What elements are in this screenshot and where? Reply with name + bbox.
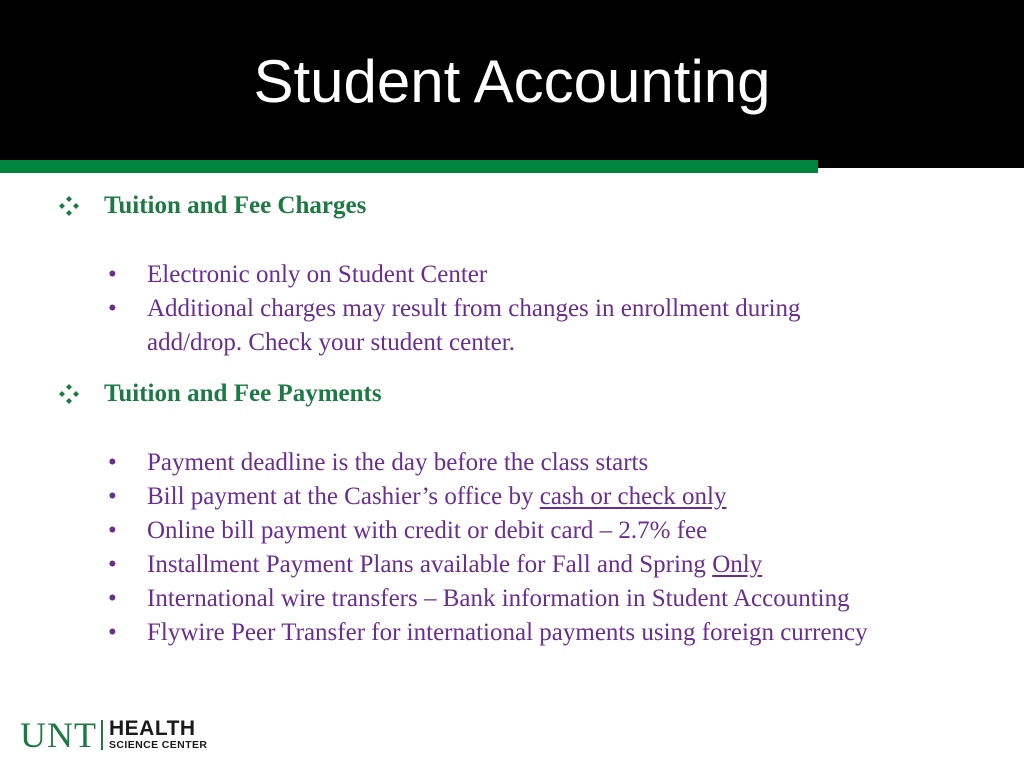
bullet-dot: • — [108, 619, 117, 646]
charges-bullet-list — [106, 258, 801, 360]
list-item — [106, 446, 868, 480]
logo-divider — [101, 720, 103, 750]
bullet-text: add/drop. Check your student center. — [147, 329, 515, 356]
bullet-text: Bill payment at the Cashier’s office by — [147, 483, 540, 510]
title-bar — [0, 0, 1024, 168]
logo-health-text: HEALTH — [109, 717, 196, 740]
underlined-emphasis: cash or check only — [539, 483, 727, 510]
bullet-dot: • — [108, 295, 117, 322]
section-heading-payments — [58, 378, 382, 410]
bullet-text: Payment deadline is the day before the class starts — [147, 449, 649, 476]
underlined-emphasis: Only — [712, 551, 763, 578]
list-item — [106, 548, 868, 582]
bullet-text: Online bill payment with credit or debit card – 2.7% fee — [147, 517, 708, 544]
list-item — [106, 616, 868, 650]
list-item — [106, 258, 801, 292]
bullet-text: Installment Payment Plans available for Fall and Spring — [147, 551, 713, 578]
list-item-continuation — [106, 326, 801, 360]
bullet-dot: • — [108, 261, 117, 288]
payments-bullet-list — [106, 446, 868, 650]
list-item — [106, 292, 801, 326]
bullet-text: Flywire Peer Transfer for international payments using foreign currency — [147, 619, 868, 646]
section-heading-label: Tuition and Fee Payments — [104, 380, 382, 407]
accent-stripe — [0, 160, 818, 173]
logo-wordmark — [109, 719, 207, 751]
bullet-text: Additional charges may result from changes in enrollment during — [147, 295, 801, 322]
diamond-bullet-icon — [58, 383, 80, 405]
section-heading-charges — [58, 190, 366, 222]
logo-science-center-text: SCIENCE CENTER — [109, 739, 208, 751]
list-item — [106, 582, 868, 616]
section-heading-label: Tuition and Fee Charges — [104, 192, 367, 219]
unt-health-logo — [20, 717, 207, 753]
bullet-dot: • — [108, 517, 117, 544]
diamond-bullet-icon — [58, 195, 80, 217]
list-item — [106, 514, 868, 548]
logo-unt-text: UNT — [20, 715, 97, 755]
bullet-dot: • — [108, 449, 117, 476]
slide-title: Student Accounting — [253, 48, 771, 115]
bullet-dot: • — [108, 551, 117, 578]
list-item — [106, 480, 868, 514]
bullet-dot: • — [108, 585, 117, 612]
bullet-text: Electronic only on Student Center — [147, 261, 488, 288]
bullet-text: International wire transfers – Bank information in Student Accounting — [147, 585, 850, 612]
bullet-dot: • — [108, 483, 117, 510]
